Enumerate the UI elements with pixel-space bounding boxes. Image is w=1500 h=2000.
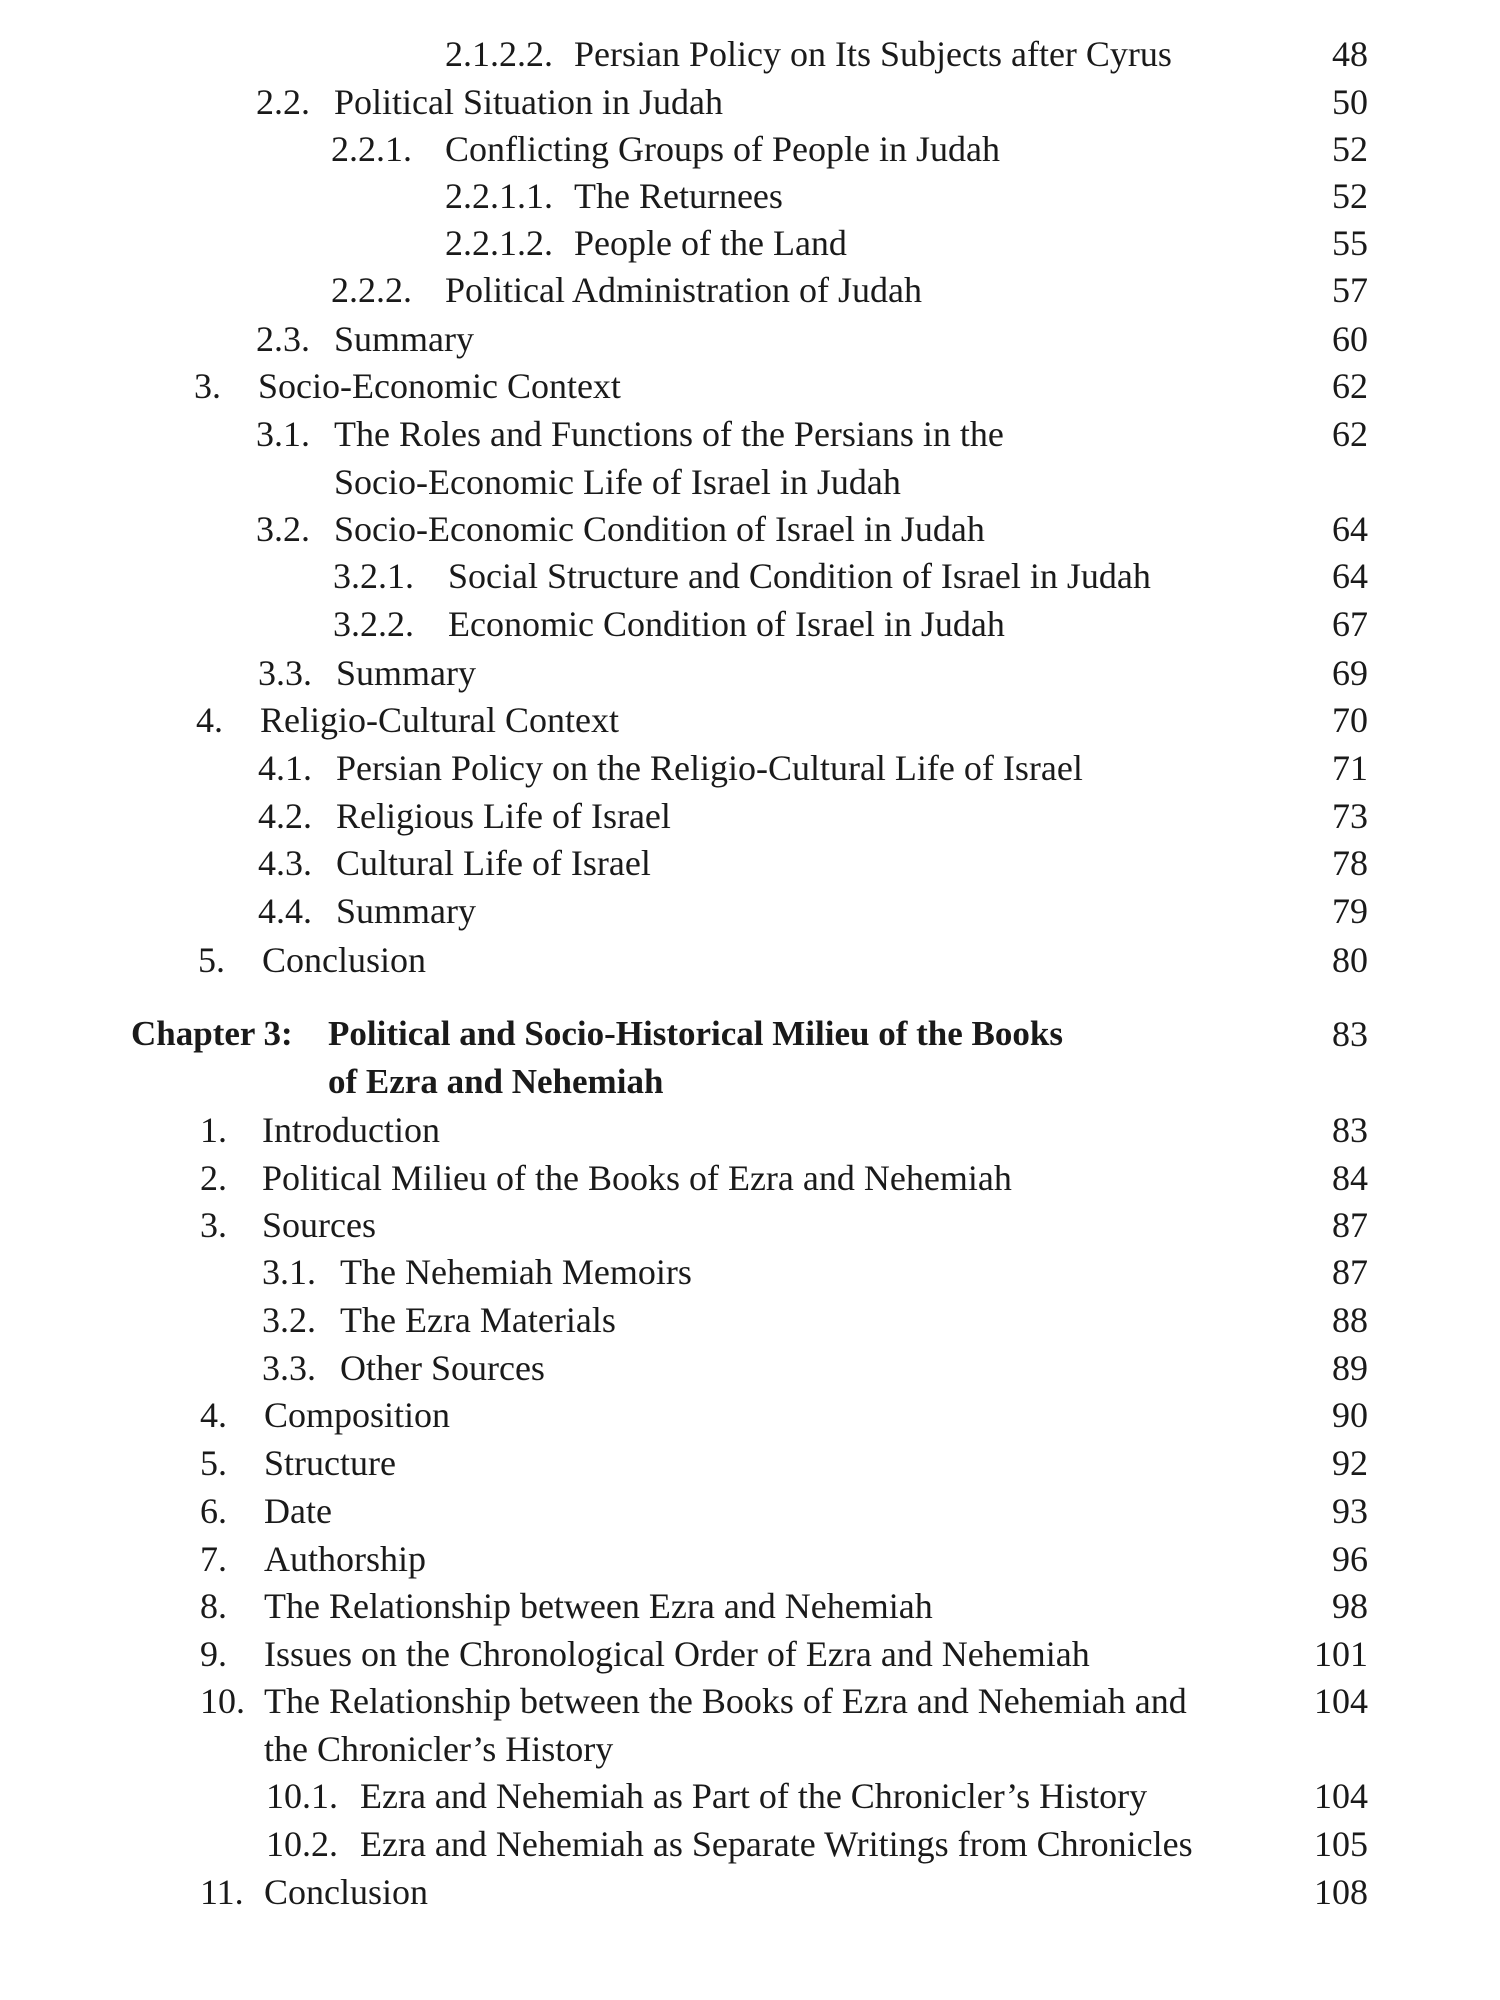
- toc-page-number: 84: [1332, 1158, 1368, 1198]
- toc-entry-title-continued: Socio-Economic Life of Israel in Judah: [334, 462, 901, 502]
- toc-entry-number: 2.1.2.2.: [445, 34, 553, 74]
- toc-page-number: 62: [1332, 366, 1368, 406]
- toc-entry-number: 3.3.: [258, 653, 312, 693]
- toc-entry-number: 2.2.1.2.: [445, 223, 553, 263]
- toc-entry-title: The Relationship between the Books of Ezra and Nehemiah and: [264, 1681, 1187, 1721]
- toc-page-number: 90: [1332, 1395, 1368, 1435]
- toc-page-number: 83: [1332, 1014, 1368, 1054]
- toc-entry-number: 3.: [194, 366, 221, 406]
- toc-page-number: 79: [1332, 891, 1368, 931]
- toc-entry-number: 10.2.: [266, 1824, 338, 1864]
- toc-entry-number: 4.2.: [258, 796, 312, 836]
- toc-entry-number: 4.: [196, 700, 223, 740]
- toc-page-number: 52: [1332, 129, 1368, 169]
- toc-entry-number: 5.: [198, 940, 225, 980]
- toc-page-number: 105: [1314, 1824, 1368, 1864]
- toc-entry-title: Other Sources: [340, 1348, 545, 1388]
- toc-entry-title: Structure: [264, 1443, 396, 1483]
- toc-page-number: 71: [1332, 748, 1368, 788]
- toc-entry-number: 3.: [200, 1205, 227, 1245]
- toc-entry-number: 10.: [200, 1681, 245, 1721]
- toc-entry-title: Political Administration of Judah: [445, 270, 922, 310]
- toc-entry-title: The Nehemiah Memoirs: [340, 1252, 692, 1292]
- toc-entry-number: 2.: [200, 1158, 227, 1198]
- toc-entry-number: 2.2.2.: [331, 270, 412, 310]
- toc-page-number: 48: [1332, 34, 1368, 74]
- toc-entry-number: 3.2.2.: [333, 604, 414, 644]
- toc-entry-title: Social Structure and Condition of Israel in Judah: [448, 556, 1151, 596]
- toc-entry-title: Conflicting Groups of People in Judah: [445, 129, 1000, 169]
- toc-page-number: 88: [1332, 1300, 1368, 1340]
- toc-page-number: 64: [1332, 556, 1368, 596]
- toc-page-number: 69: [1332, 653, 1368, 693]
- toc-entry-number: 4.: [200, 1395, 227, 1435]
- toc-entry-title: Persian Policy on the Religio-Cultural Life of Israel: [336, 748, 1083, 788]
- toc-entry-title: People of the Land: [574, 223, 847, 263]
- chapter-label: Chapter 3:: [131, 1014, 293, 1053]
- toc-entry-title: Summary: [336, 653, 476, 693]
- toc-entry-number: 3.2.1.: [333, 556, 414, 596]
- toc-entry-title: The Roles and Functions of the Persians in the: [334, 414, 1004, 454]
- toc-page-number: 104: [1314, 1681, 1368, 1721]
- toc-entry-title: Introduction: [262, 1110, 440, 1150]
- toc-entry-title: The Returnees: [574, 176, 783, 216]
- toc-entry-number: 11.: [200, 1872, 244, 1912]
- toc-page-number: 87: [1332, 1205, 1368, 1245]
- toc-entry-title: Socio-Economic Condition of Israel in Judah: [334, 509, 985, 549]
- toc-page-number: 104: [1314, 1776, 1368, 1816]
- toc-page-number: 70: [1332, 700, 1368, 740]
- toc-entry-number: 1.: [200, 1110, 227, 1150]
- toc-entry-title: Composition: [264, 1395, 451, 1435]
- toc-entry-number: 2.3.: [256, 319, 310, 359]
- toc-entry-number: 3.3.: [262, 1348, 316, 1388]
- toc-entry-title: Ezra and Nehemiah as Part of the Chronicler’s History: [360, 1776, 1148, 1816]
- toc-page-number: 80: [1332, 940, 1368, 980]
- toc-page-number: 52: [1332, 176, 1368, 216]
- toc-page-number: 87: [1332, 1252, 1368, 1292]
- toc-entry-title: Political Milieu of the Books of Ezra and Nehemiah: [262, 1158, 1012, 1198]
- chapter-title-continued: of Ezra and Nehemiah: [328, 1062, 664, 1101]
- toc-entry-title: Cultural Life of Israel: [336, 843, 651, 883]
- toc-entry-number: 9.: [200, 1634, 227, 1674]
- toc-entry-title: Sources: [262, 1205, 376, 1245]
- toc-entry-number: 3.1.: [256, 414, 310, 454]
- toc-entry-number: 8.: [200, 1586, 227, 1626]
- toc-page-number: 98: [1332, 1586, 1368, 1626]
- toc-entry-title: The Relationship between Ezra and Nehemiah: [264, 1586, 933, 1626]
- toc-page-number: 50: [1332, 82, 1368, 122]
- toc-entry-title: Date: [264, 1491, 332, 1531]
- toc-entry-number: 4.3.: [258, 843, 312, 883]
- toc-entry-title: Summary: [336, 891, 476, 931]
- toc-entry-title: Persian Policy on Its Subjects after Cyrus: [574, 34, 1172, 74]
- toc-page-number: 78: [1332, 843, 1368, 883]
- toc-entry-title: Issues on the Chronological Order of Ezra and Nehemiah: [264, 1634, 1090, 1674]
- toc-entry-number: 5.: [200, 1443, 227, 1483]
- toc-page-number: 83: [1332, 1110, 1368, 1150]
- toc-entry-title: The Ezra Materials: [340, 1300, 616, 1340]
- toc-entry-number: 7.: [200, 1539, 227, 1579]
- toc-entry-number: 10.1.: [266, 1776, 338, 1816]
- toc-page-number: 67: [1332, 604, 1368, 644]
- toc-page-number: 62: [1332, 414, 1368, 454]
- toc-entry-number: 2.2.: [256, 82, 310, 122]
- toc-entry-title: Conclusion: [264, 1872, 429, 1912]
- toc-page-number: 60: [1332, 319, 1368, 359]
- toc-entry-title: Political Situation in Judah: [334, 82, 723, 122]
- toc-entry-number: 3.2.: [262, 1300, 316, 1340]
- toc-entry-number: 4.1.: [258, 748, 312, 788]
- toc-page-number: 93: [1332, 1491, 1368, 1531]
- toc-entry-title: Ezra and Nehemiah as Separate Writings from Chronicles: [360, 1824, 1193, 1864]
- toc-page-number: 64: [1332, 509, 1368, 549]
- toc-page-number: 108: [1314, 1872, 1368, 1912]
- toc-page-number: 96: [1332, 1539, 1368, 1579]
- chapter-title: Political and Socio-Historical Milieu of the Books: [328, 1014, 1063, 1053]
- toc-page-number: 101: [1314, 1634, 1368, 1674]
- toc-page-number: 92: [1332, 1443, 1368, 1483]
- toc-entry-number: 6.: [200, 1491, 227, 1531]
- toc-entry-number: 3.1.: [262, 1252, 316, 1292]
- toc-entry-title-continued: the Chronicler’s History: [264, 1729, 614, 1769]
- toc-entry-number: 2.2.1.: [331, 129, 412, 169]
- toc-entry-number: 2.2.1.1.: [445, 176, 553, 216]
- toc-page-number: 57: [1332, 270, 1368, 310]
- toc-entry-title: Conclusion: [262, 940, 427, 980]
- toc-entry-number: 4.4.: [258, 891, 312, 931]
- toc-entry-title: Summary: [334, 319, 474, 359]
- toc-entry-title: Authorship: [264, 1539, 426, 1579]
- toc-entry-title: Religious Life of Israel: [336, 796, 671, 836]
- toc-entry-title: Socio-Economic Context: [258, 366, 621, 406]
- toc-entry-number: 3.2.: [256, 509, 310, 549]
- toc-entry-title: Religio-Cultural Context: [260, 700, 619, 740]
- toc-page-number: 89: [1332, 1348, 1368, 1388]
- toc-page-number: 55: [1332, 223, 1368, 263]
- toc-entry-title: Economic Condition of Israel in Judah: [448, 604, 1005, 644]
- toc-page-number: 73: [1332, 796, 1368, 836]
